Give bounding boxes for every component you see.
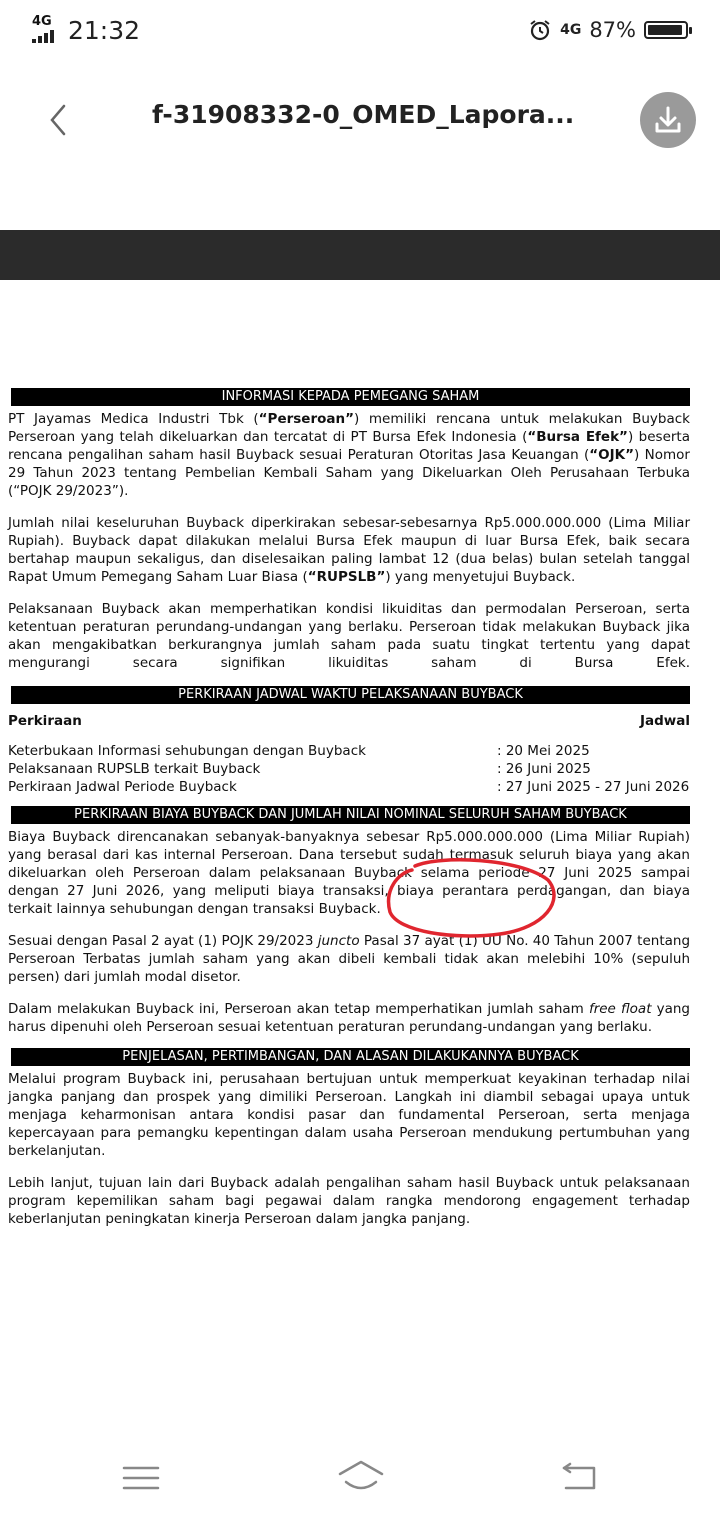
schedule-header-left: Perkiraan	[8, 713, 82, 729]
signal-icon	[32, 30, 54, 43]
document-title: f-31908332-0_OMED_Lapora...	[152, 100, 575, 129]
battery-percent: 87%	[589, 18, 636, 42]
network-type: 4G	[32, 14, 52, 29]
status-right	[528, 18, 688, 42]
home-icon[interactable]	[336, 1458, 386, 1498]
schedule-row: Pelaksanaan RUPSLB terkait Buyback : 26 Juni 2025	[8, 761, 591, 777]
back-arrow-icon[interactable]	[556, 1458, 606, 1498]
network-indicator	[32, 16, 54, 43]
menu-icon[interactable]	[116, 1458, 166, 1498]
chevron-left-icon[interactable]	[40, 100, 80, 140]
paragraph: Dalam melakukan Buyback ini, Perseroan akan tetap memperhatikan jumlah saham free float yang harus dipenuhi oleh Perseroan sesuai ketentuan peraturan perundang-undangan yang berlaku.	[8, 1001, 690, 1035]
clock: 21:32	[68, 16, 141, 45]
document-page	[8, 388, 690, 1242]
viewer-divider	[0, 230, 720, 280]
paragraph: PT Jayamas Medica Industri Tbk (“Perseroan”) memiliki rencana untuk melakukan Buyback Perseroan yang telah dikeluarkan dan tercatat di PT Bursa Efek Indonesia (“Bursa Efek”) beserta rencana pengalihan saham hasil Buyback sesuai Peraturan Otoritas Jasa Keuangan (“OJK”) Nomor 29 Tahun 2023 tentang Pembelian Kembali Saham yang Dikeluarkan Oleh Perusahaan Terbuka (“POJK 29/2023”).	[8, 411, 690, 499]
alarm-icon	[528, 18, 552, 42]
status-bar	[0, 0, 720, 64]
navigation-bar	[0, 1440, 720, 1520]
network-type-right: 4G	[560, 22, 582, 38]
section-heading: PENJELASAN, PERTIMBANGAN, DAN ALASAN DILAKUKANNYA BUYBACK	[11, 1048, 690, 1066]
paragraph: Lebih lanjut, tujuan lain dari Buyback adalah pengalihan saham hasil Buyback untuk pelaksanaan program kepemilikan saham bagi pegawai dalam rangka mendorong engagement terhadap keberlanjutan peningkatan kinerja Perseroan dalam jangka panjang.	[8, 1175, 690, 1227]
paragraph: Melalui program Buyback ini, perusahaan bertujuan untuk memperkuat keyakinan terhadap nilai jangka panjang dan prospek yang dimiliki Perseroan. Langkah ini diambil sebagai upaya untuk menjaga keharmonisan antara kondisi pasar dan fundamental Perseroan, serta menjaga kepercayaan para pemangku kepentingan dalam usaha Perseroan mendukung pertumbuhan yang berkelanjutan.	[8, 1071, 690, 1159]
battery-icon	[644, 21, 688, 39]
schedule-header-right: Jadwal	[639, 713, 690, 729]
schedule-row: Perkiraan Jadwal Periode Buyback : 27 Juni 2025 - 27 Juni 2026	[8, 779, 690, 795]
paragraph: Sesuai dengan Pasal 2 ayat (1) POJK 29/2023 juncto Pasal 37 ayat (1) UU No. 40 Tahun 2007 tentang Perseroan Terbatas jumlah saham yang akan dibeli kembali tidak akan melebihi 10% (sepuluh persen) dari jumlah modal disetor.	[8, 933, 691, 985]
download-icon	[640, 92, 696, 148]
paragraph: Biaya Buyback direncanakan sebanyak-banyaknya sebesar Rp5.000.000.000 (Lima Miliar Rupiah) yang berasal dari kas internal Perseroan. Dana tersebut sudah termasuk seluruh biaya yang akan dikeluarkan oleh Perseroan dalam pelaksanaan Buyback selama periode 27 Juni 2025 sampai dengan 27 Juni 2026, yang meliputi biaya transaksi, biaya perantara perdagangan, dan biaya terkait lainnya sehubungan dengan transaksi Buyback.	[8, 829, 690, 917]
toolbar	[0, 70, 720, 170]
download-button[interactable]	[640, 92, 696, 148]
schedule-row: Keterbukaan Informasi sehubungan dengan Buyback : 20 Mei 2025	[8, 743, 590, 759]
section-heading: PERKIRAAN BIAYA BUYBACK DAN JUMLAH NILAI NOMINAL SELURUH SAHAM BUYBACK	[11, 806, 690, 824]
section-heading: PERKIRAAN JADWAL WAKTU PELAKSANAAN BUYBACK	[11, 686, 690, 704]
paragraph: Pelaksanaan Buyback akan memperhatikan kondisi likuiditas dan permodalan Perseroan, serta ketentuan peraturan perundang-undangan yang berlaku. Perseroan tidak melakukan Buyback jika akan mengakibatkan berkurangnya jumlah saham pada suatu tingkat tertentu yang dapat mengurangi secara signifikan likuiditas saham di Bursa Efek.	[8, 601, 690, 671]
section-heading: INFORMASI KEPADA PEMEGANG SAHAM	[11, 388, 690, 406]
schedule-header	[8, 712, 690, 730]
paragraph: Jumlah nilai keseluruhan Buyback diperkirakan sebesar-sebesarnya Rp5.000.000.000 (Lima Miliar Rupiah). Buyback dapat dilakukan melalui Bursa Efek maupun di luar Bursa Efek, baik secara bertahap maupun sekaligus, dan diselesaikan paling lambat 12 (dua belas) bulan setelah tanggal Rapat Umum Pemegang Saham Luar Biasa (“RUPSLB”) yang menyetujui Buyback.	[8, 515, 690, 585]
